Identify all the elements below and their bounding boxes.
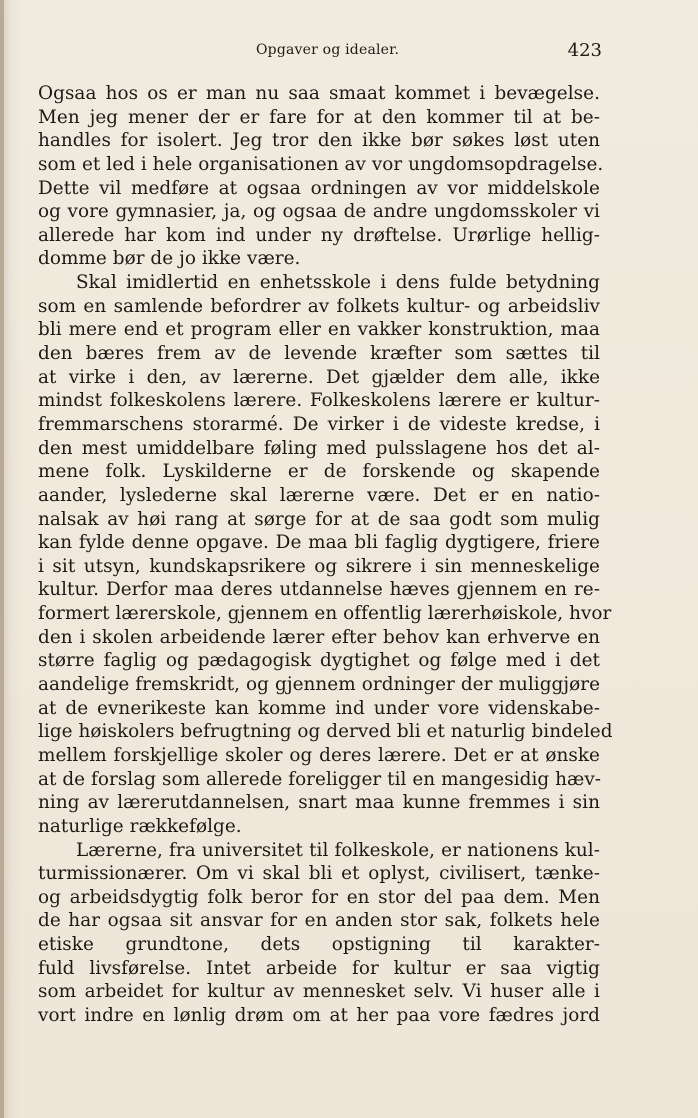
text-line: fuld livsførelse. Intet arbeide for kultur er saa vigtig <box>38 957 600 979</box>
text-line: mindst folkeskolens lærere. Folkeskolens lærere er kultur- <box>38 390 600 412</box>
text-line: som en samlende befordrer av folkets kultur- og arbeidsliv <box>38 295 600 317</box>
text-line: som et led i hele organisationen av vor ungdomsopdragelse. <box>38 153 604 175</box>
text-line: handles for isolert. Jeg tror den ikke bør søkes løst uten <box>38 130 600 152</box>
text-line: at de evnerikeste kan komme ind under vore videnskabe- <box>38 697 600 719</box>
running-head <box>38 40 602 66</box>
text-line: aandelige fremskridt, og gjennem ordninger der muliggjøre <box>38 674 600 696</box>
text-line: Dette vil medføre at ogsaa ordningen av vor middelskole <box>38 177 600 199</box>
text-line: Men jeg mener der er fare for at den kommer til at be- <box>38 106 600 128</box>
text-line: domme bør de jo ikke være. <box>38 248 301 270</box>
text-line: Skal imidlertid en enhetsskole i dens fulde betydning <box>76 272 600 294</box>
page-number: 423 <box>567 40 602 61</box>
text-line: turmissionærer. Om vi skal bli et oplyst, civilisert, tænke- <box>38 863 600 885</box>
text-line: i sit utsyn, kundskapsrikere og sikrere i sin menneskelige <box>38 555 600 577</box>
text-line: den bæres frem av de levende kræfter som sættes til <box>38 343 600 365</box>
text-line: bli mere end et program eller en vakker konstruktion, maa <box>38 319 600 341</box>
text-line: som arbeidet for kultur av mennesket selv. Vi huser alle i <box>38 981 600 1003</box>
text-line: større faglig og pædagogisk dygtighet og følge med i det <box>38 650 600 672</box>
text-line: at de forslag som allerede foreligger til en mangesidig hæv- <box>38 768 602 790</box>
text-line: fremmarschens storarmé. De virker i de videste kredse, i <box>38 413 600 435</box>
text-line: formert lærerskole, gjennem en offentlig lærerhøiskole, hvor <box>38 603 612 625</box>
text-line: den i skolen arbeidende lærer efter behov kan erhverve en <box>38 626 600 648</box>
text-line: og vore gymnasier, ja, og ogsaa de andre ungdomsskoler vi <box>38 201 600 223</box>
text-line: mellem forskjellige skoler og deres lærere. Det er at ønske <box>38 744 600 766</box>
text-line: aander, lyslederne skal lærerne være. Det er en natio- <box>38 484 600 506</box>
text-line: og arbeidsdygtig folk beror for en stor del paa dem. Men <box>38 886 600 908</box>
text-line: Lærerne, fra universitet til folkeskole, er nationens kul- <box>76 839 600 861</box>
text-line: lige høiskolers befrugtning og derved bli et naturlig bindeled <box>38 721 613 743</box>
running-title: Opgaver og idealer. <box>256 42 400 58</box>
text-line: den mest umiddelbare føling med pulsslagene hos det al- <box>38 437 600 459</box>
body-text <box>38 82 613 1028</box>
text-line: allerede har kom ind under ny drøftelse. Urørlige hellig- <box>38 224 600 246</box>
text-line: de har ogsaa sit ansvar for en anden stor sak, folkets hele <box>38 910 600 932</box>
binding-gutter <box>0 0 4 1118</box>
text-line: etiske grundtone, dets opstigning til karakter- <box>38 934 600 956</box>
text-line: kultur. Derfor maa deres utdannelse hæves gjennem en re- <box>38 579 600 601</box>
text-line: at virke i den, av lærerne. Det gjælder dem alle, ikke <box>38 366 600 388</box>
text-line: vort indre en lønlig drøm om at her paa vore fædres jord <box>38 1004 600 1026</box>
text-line: Ogsaa hos os er man nu saa smaat kommet i bevægelse. <box>38 83 600 104</box>
text-line: naturlige rækkefølge. <box>38 815 242 837</box>
text-line: nalsak av høi rang at sørge for at de saa godt som mulig <box>38 508 600 530</box>
text-line: mene folk. Lyskilderne er de forskende og skapende <box>38 461 600 483</box>
text-line: ning av lærerutdannelsen, snart maa kunne fremmes i sin <box>38 792 600 814</box>
text-line: kan fylde denne opgave. De maa bli faglig dygtigere, friere <box>38 532 600 554</box>
